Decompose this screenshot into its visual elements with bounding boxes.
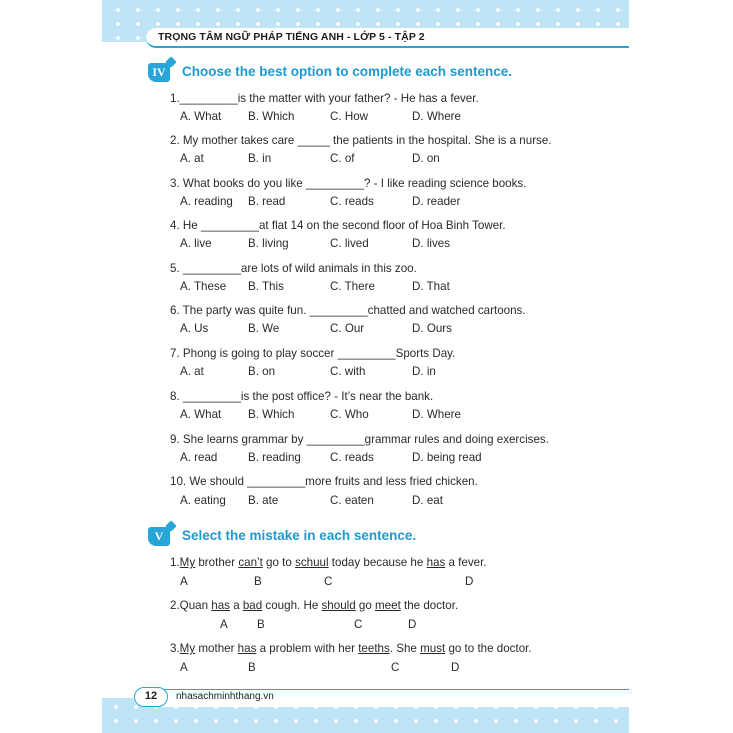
underlined-d: must [420, 642, 446, 655]
label-1b: B [254, 575, 262, 588]
option-4c: C. lived [330, 237, 369, 250]
section-4-number: IV [152, 65, 166, 79]
label-2d: D [408, 618, 417, 631]
mistake-sentence-3 [170, 642, 532, 655]
option-10a: A. eating [180, 494, 226, 507]
underlined-a: My [179, 556, 196, 569]
label-2b: B [257, 618, 265, 631]
page-number: 12 [134, 687, 168, 707]
option-1a: A. What [180, 110, 222, 123]
label-1d: D [465, 575, 474, 588]
publisher-website: nhasachminhthang.vn [176, 691, 274, 702]
label-1c: C [324, 575, 333, 588]
option-8a: A. What [180, 408, 222, 421]
label-1a: A [180, 575, 188, 588]
option-8b: B. Which [248, 408, 295, 421]
option-10c: C. eaten [330, 494, 374, 507]
sentence-text: brother [195, 556, 239, 569]
option-3d: D. reader [412, 195, 461, 208]
option-10d: D. eat [412, 494, 443, 507]
question-9: 9. She learns grammar by _________grammar rules and doing exercises. [170, 433, 549, 446]
question-3: 3. What books do you like _________? - I like reading science books. [170, 177, 527, 190]
sentence-text: mother [195, 642, 238, 655]
section-5-title: Select the mistake in each sentence. [182, 528, 417, 543]
underlined-c: teeths [358, 642, 390, 655]
sentence-text: a [229, 599, 243, 612]
underlined-c: schuul [295, 556, 329, 569]
option-7b: B. on [248, 365, 276, 378]
mistake-sentence-2 [170, 599, 458, 612]
sentence-text: Quan [179, 599, 212, 612]
option-9c: C. reads [330, 451, 374, 464]
underlined-d: has [426, 556, 446, 569]
section-5-badge [148, 527, 170, 546]
sentence-text: go to the doctor. [445, 642, 532, 655]
sentence-text: a problem with her [256, 642, 359, 655]
book-title: TRỌNG TÂM NGỮ PHÁP TIẾNG ANH - LỚP 5 - TẬP 2 [158, 31, 425, 43]
question-7: 7. Phong is going to play soccer _________Sports Day. [170, 347, 456, 360]
option-1d: D. Where [412, 110, 461, 123]
section-4-title: Choose the best option to complete each sentence. [182, 64, 513, 79]
badge-arrow-icon [165, 56, 176, 67]
option-1b: B. Which [248, 110, 295, 123]
option-3b: B. read [248, 195, 286, 208]
option-3c: C. reads [330, 195, 374, 208]
option-2a: A. at [180, 152, 204, 165]
option-8d: D. Where [412, 408, 461, 421]
label-3a: A [180, 661, 188, 674]
label-3d: D [451, 661, 460, 674]
sentence-text: the doctor. [400, 599, 459, 612]
question-5: 5. _________are lots of wild animals in this zoo. [170, 262, 417, 275]
option-3a: A. reading [180, 195, 233, 208]
label-2c: C [354, 618, 363, 631]
header-bar [146, 28, 629, 48]
option-5b: B. This [248, 280, 284, 293]
underlined-c: should [321, 599, 356, 612]
mistake-sentence-1 [170, 556, 487, 569]
option-2c: C. of [330, 152, 355, 165]
option-6a: A. Us [180, 322, 209, 335]
option-2b: B. in [248, 152, 272, 165]
label-2a: A [220, 618, 228, 631]
option-7c: C. with [330, 365, 366, 378]
section-4-badge [148, 63, 170, 82]
workbook-page [102, 0, 629, 733]
question-8: 8. _________is the post office? - It’s near the bank. [170, 390, 434, 403]
underlined-b: can’t [238, 556, 263, 569]
option-7d: D. in [412, 365, 436, 378]
option-7a: A. at [180, 365, 204, 378]
underlined-b: bad [242, 599, 263, 612]
badge-arrow-icon [165, 520, 176, 531]
question-4: 4. He _________at flat 14 on the second floor of Hoa Binh Tower. [170, 219, 506, 232]
sentence-text: cough. He [262, 599, 322, 612]
question-6: 6. The party was quite fun. _________chatted and watched cartoons. [170, 304, 526, 317]
option-5a: A. These [180, 280, 227, 293]
sentence-text: go to [262, 556, 296, 569]
option-10b: B. ate [248, 494, 279, 507]
question-10: 10. We should _________more fruits and less fried chicken. [170, 475, 478, 488]
sentence-text: . She [389, 642, 421, 655]
item-number: 3. [170, 642, 180, 655]
option-9a: A. read [180, 451, 218, 464]
label-3c: C [391, 661, 400, 674]
option-4b: B. living [248, 237, 289, 250]
option-4a: A. live [180, 237, 212, 250]
underlined-b: has [237, 642, 257, 655]
option-6c: C. Our [330, 322, 365, 335]
option-6b: B. We [248, 322, 280, 335]
option-9b: B. reading [248, 451, 301, 464]
option-5c: C. There [330, 280, 375, 293]
question-2: 2. My mother takes care _____ the patients in the hospital. She is a nurse. [170, 134, 552, 147]
underlined-a: has [211, 599, 230, 612]
underlined-d: meet [375, 599, 401, 612]
sentence-text: today because he [328, 556, 427, 569]
section-5-number: V [154, 529, 164, 543]
option-5d: D. That [412, 280, 450, 293]
option-2d: D. on [412, 152, 440, 165]
underlined-a: My [179, 642, 196, 655]
label-3b: B [248, 661, 256, 674]
option-1c: C. How [330, 110, 369, 123]
option-8c: C. Who [330, 408, 369, 421]
item-number: 1. [170, 556, 180, 569]
item-number: 2. [170, 599, 180, 612]
option-6d: D. Ours [412, 322, 452, 335]
sentence-text: go [355, 599, 376, 612]
option-4d: D. lives [412, 237, 451, 250]
option-9d: D. being read [412, 451, 482, 464]
question-1: 1._________is the matter with your father? - He has a fever. [170, 92, 479, 105]
sentence-text: a fever. [445, 556, 487, 569]
